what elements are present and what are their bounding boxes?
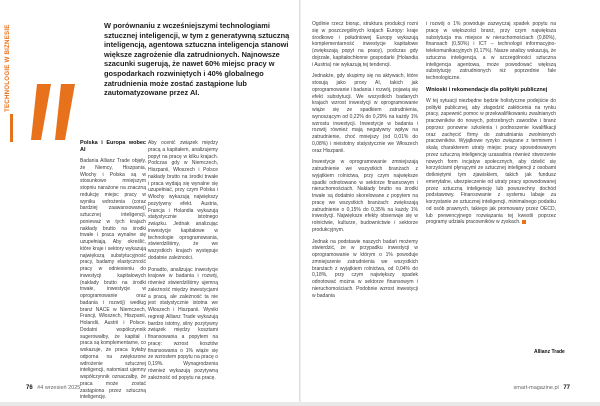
- column-1: [80, 140, 146, 406]
- column-4: [426, 21, 556, 231]
- paragraph: i rozwój o 1% powoduje zazwyczaj spadek popytu na pracę w większości branż, przy czym największa substytucja ma miejsce w nieruchomościach (0,80%), finansach (0,50%) i ICT – technologii informacyjno-telekomunikacyjnych (0,17%). Nasze analizy wskazują, że sztuczna inteligencja, a w szczególności sztuczna inteligencja agentowa, może powodować większą substytucję zatrudnionych niż poprzednie fale technologiczne.: [426, 21, 556, 81]
- paragraph: Jednakże, gdy skupimy się na aktywach, które stosują jako proxy AI, takich jak oprogramowanie i badania i rozwój, pojawią się efekt substytucji. We wszystkich badanych krajach wzrost inwestycji w oprogramowanie wiąże się ze spadkiem zatrudnienia, wynoszącym od 0,22% do 0,29% na każdy 1% wzrostu inwestycji. Inwestycje w badania i rozwój również mają negatywny wpływ na zatrudnienie, choć mniejszy (od 0,01% do 0,08%) i nieistotny statystycznie we Włoszech oraz Hiszpanii.: [312, 73, 418, 154]
- column-2: [148, 140, 218, 386]
- heading-poland-europe: Polska i Europa wobec AI: [80, 140, 146, 153]
- signature: Allianz Trade: [534, 349, 565, 355]
- paragraph: Ogólnie rzecz biorąc, struktura produkcji rozni się w poszczególnych krajach Europy: kraje środkowo i południowej Europy wykazują komplementarność inwestycje kapitałowe (zwiększają popyt na pracę), podczas gdy dojrzałe, kapitałochłonne gospodarki (Holandia i Austria) nie wykazują tej tendencji.: [312, 21, 418, 68]
- paragraph-final: [426, 98, 556, 226]
- page-number-right: 77: [563, 385, 570, 391]
- site-link[interactable]: smart-magazine.pl: [513, 385, 559, 391]
- paragraph: Ponadto, analizując inwestycje krajowe w badania i rozwój, również stwierdziliśmy ujemną zależność między inwestycjami a pracą, ale zależność ta nie jest statystycznie istotna we Włoszech i Hiszpanii. Wyniki regresji Allianz Trade wykazują bardzo istotny, silny pozytywny związek między kosztami finansowania a popytem na pracę: wzrost kosztów finansowania o 1% wiąże się ze wzrostem popytu na pracę o 0,19%. Wynagrodzenia również wykazują pozytywną zależność od popytu na pracę.: [148, 266, 218, 381]
- accent-bar: [10, 114, 13, 142]
- column-3: [312, 21, 418, 304]
- paragraph: Aby ocenić związek między pracą a kapitałem, analizujemy popyt na pracę w kilku krajach. Podczas gdy w Niemczech, Hiszpanii, Włoszech i Polsce nakłady brutto na środki trwałe i praca wydają się wynalne się uzupełniać, przy czym Polska i Włochy wykazują największy pozytywny efekt. Austria, Francja i Holandia wykazują statystycznie istotnego związku. Jednak analizując inwestycje kapitałowe w technologie oprogramowania, stwierdziliśmy, że we wszystkich krajach występuje dodatnie zależności.: [148, 140, 218, 261]
- paragraph-text: W tej sytuacji niezbędne będzie holistyczne podejście do polityki publicznej, aby złagodzić zakłócenia na rynku pracy, zapewnić pomoc w przekwalifikowaniu zwalnianych pracowników do nowych, potrzebnych zawodów i branż poprzez ponowne szkolenia i podnoszenie kwalifikacji oraz zachęcić firmy do zatrudniania zwolnionych pracowników. Wyjątkowe ryzyko związane z terminem i skalą charakterem utraty miejsc pracy spowodowanym przez sztuczną inteligencję uzasadnia również stworzenie nowych form incjatyw społecznych, aby dzielić się korzyściami płynącymi ze sztucznej inteligencji z osobami dotkniętymi tym zjawiskiem, takich jak fundusz emerytalne, ubezpieczenie od utraty pracy spowodowanej przez sztuczną inteligencję lub powszechny dochód podstawowy. Finansowanie z systemu labaje za korzystanie ze sztucznej inteligencji, minimalnego podatku od osób prawnych, takiego jak promowany przez OECD, lub prewencyjnego rozwiązania tej kwestii poprzez programy udziału pracowników w zyskach.: [426, 97, 556, 226]
- section-label: TECHNOLOGIE W BIZNESIE: [4, 24, 11, 112]
- paragraph: Badania Allianz Trade objęły, że Niemcy, Hiszpania, Włochy i Polska są w stosunkowo mniejszym stopniu narażone na znaczną redukcję miejsc pracy w wyniku wdrożenia (coraz bardziej zaawansowanej) sztucznej inteligencji, ponieważ w tych krajach nakłady brutto na środki trwałe i praca wynalne się uzupełniają. Aby określić, które kraje i sektory wykazują największą substytucyjność pracy, badamy elastyczność pracy w odniesieniu do inwestycji kapitałowych (nakłady brutto na środki trwałe, inwestycje w oprogramowanie oraz badania i rozwój) według branż NACE w Niemczech, Francji, Włoszech, Hiszpanii, Holandii, Austrii i Polsce. Dodatni współczynnik sugerowałby, że kapitał i praca są komplementarne, co wskazuje, że praca byłaby odporna na zwiększone wdrożenie sztucznej inteligencji, natomiast ujemny współczynnik oznaczałby, że praca może zostać zastąpiona przez sztuczną inteligencję.: [80, 158, 146, 401]
- paragraph: Jednak na podstawie naszych badań możemy stwierdzić, że w przypadku inwestycji w oprogramowanie w którym o 1% powoduje zmniejszenie zatrudnienia we wszystkich branżach z wyjątkiem rolnictwa, od 0,04% do 0,18%, przy czym największy spadek odnotować można w sektorze finansowym i nieruchomościach. Podobnie wzrost inwestycji w badania: [312, 238, 418, 299]
- page-gutter: [299, 0, 301, 402]
- paragraph: Inwestycje w oprogramowanie zmniejszają zatrudnienie we wszystkich branżach z wyjątkiem rolnictwa, przy czym największe spadki odnotowano w sektorze finansowym i nieruchomościach. Nakłady brutto na środki trwałe są dodatnio skorelowane z popytem na pracę we wszystkich branżach: zwiększają zatrudnienie o 0,15% do 0,35% na każdy 1% inwestycji. Największe efekty obserwuje się w rolnictwie, kulturze, budownictwie i sektorze produkcyjnym.: [312, 159, 418, 233]
- page-number-left: 76: [26, 385, 33, 391]
- end-mark-icon: [522, 220, 526, 224]
- footer-left: [26, 385, 80, 391]
- issue-label: #4 wrzesień 2025: [37, 385, 81, 391]
- quote-marks-icon: [31, 84, 97, 140]
- footer-right: [514, 385, 570, 391]
- heading-conclusions: Wnioski i rekomendacje dla polityki publicznej: [426, 86, 548, 93]
- section-tab: [4, 22, 14, 112]
- lead-quote: W porównaniu z wcześniejszymi technologiami sztucznej inteligencji, w tym z generatywną sztuczną inteligencją, agentowa sztuczna inteligencja stanowi większe zagrożenie dla zatrudnionych. Najnowsze szacunki sugerują, że nawet 60% miejsc pracy w gospodarkach rozwiniętych i 40% globalnego zatrudnienia może zostać zastąpione lub zautomatyzowane przez AI.: [104, 21, 290, 98]
